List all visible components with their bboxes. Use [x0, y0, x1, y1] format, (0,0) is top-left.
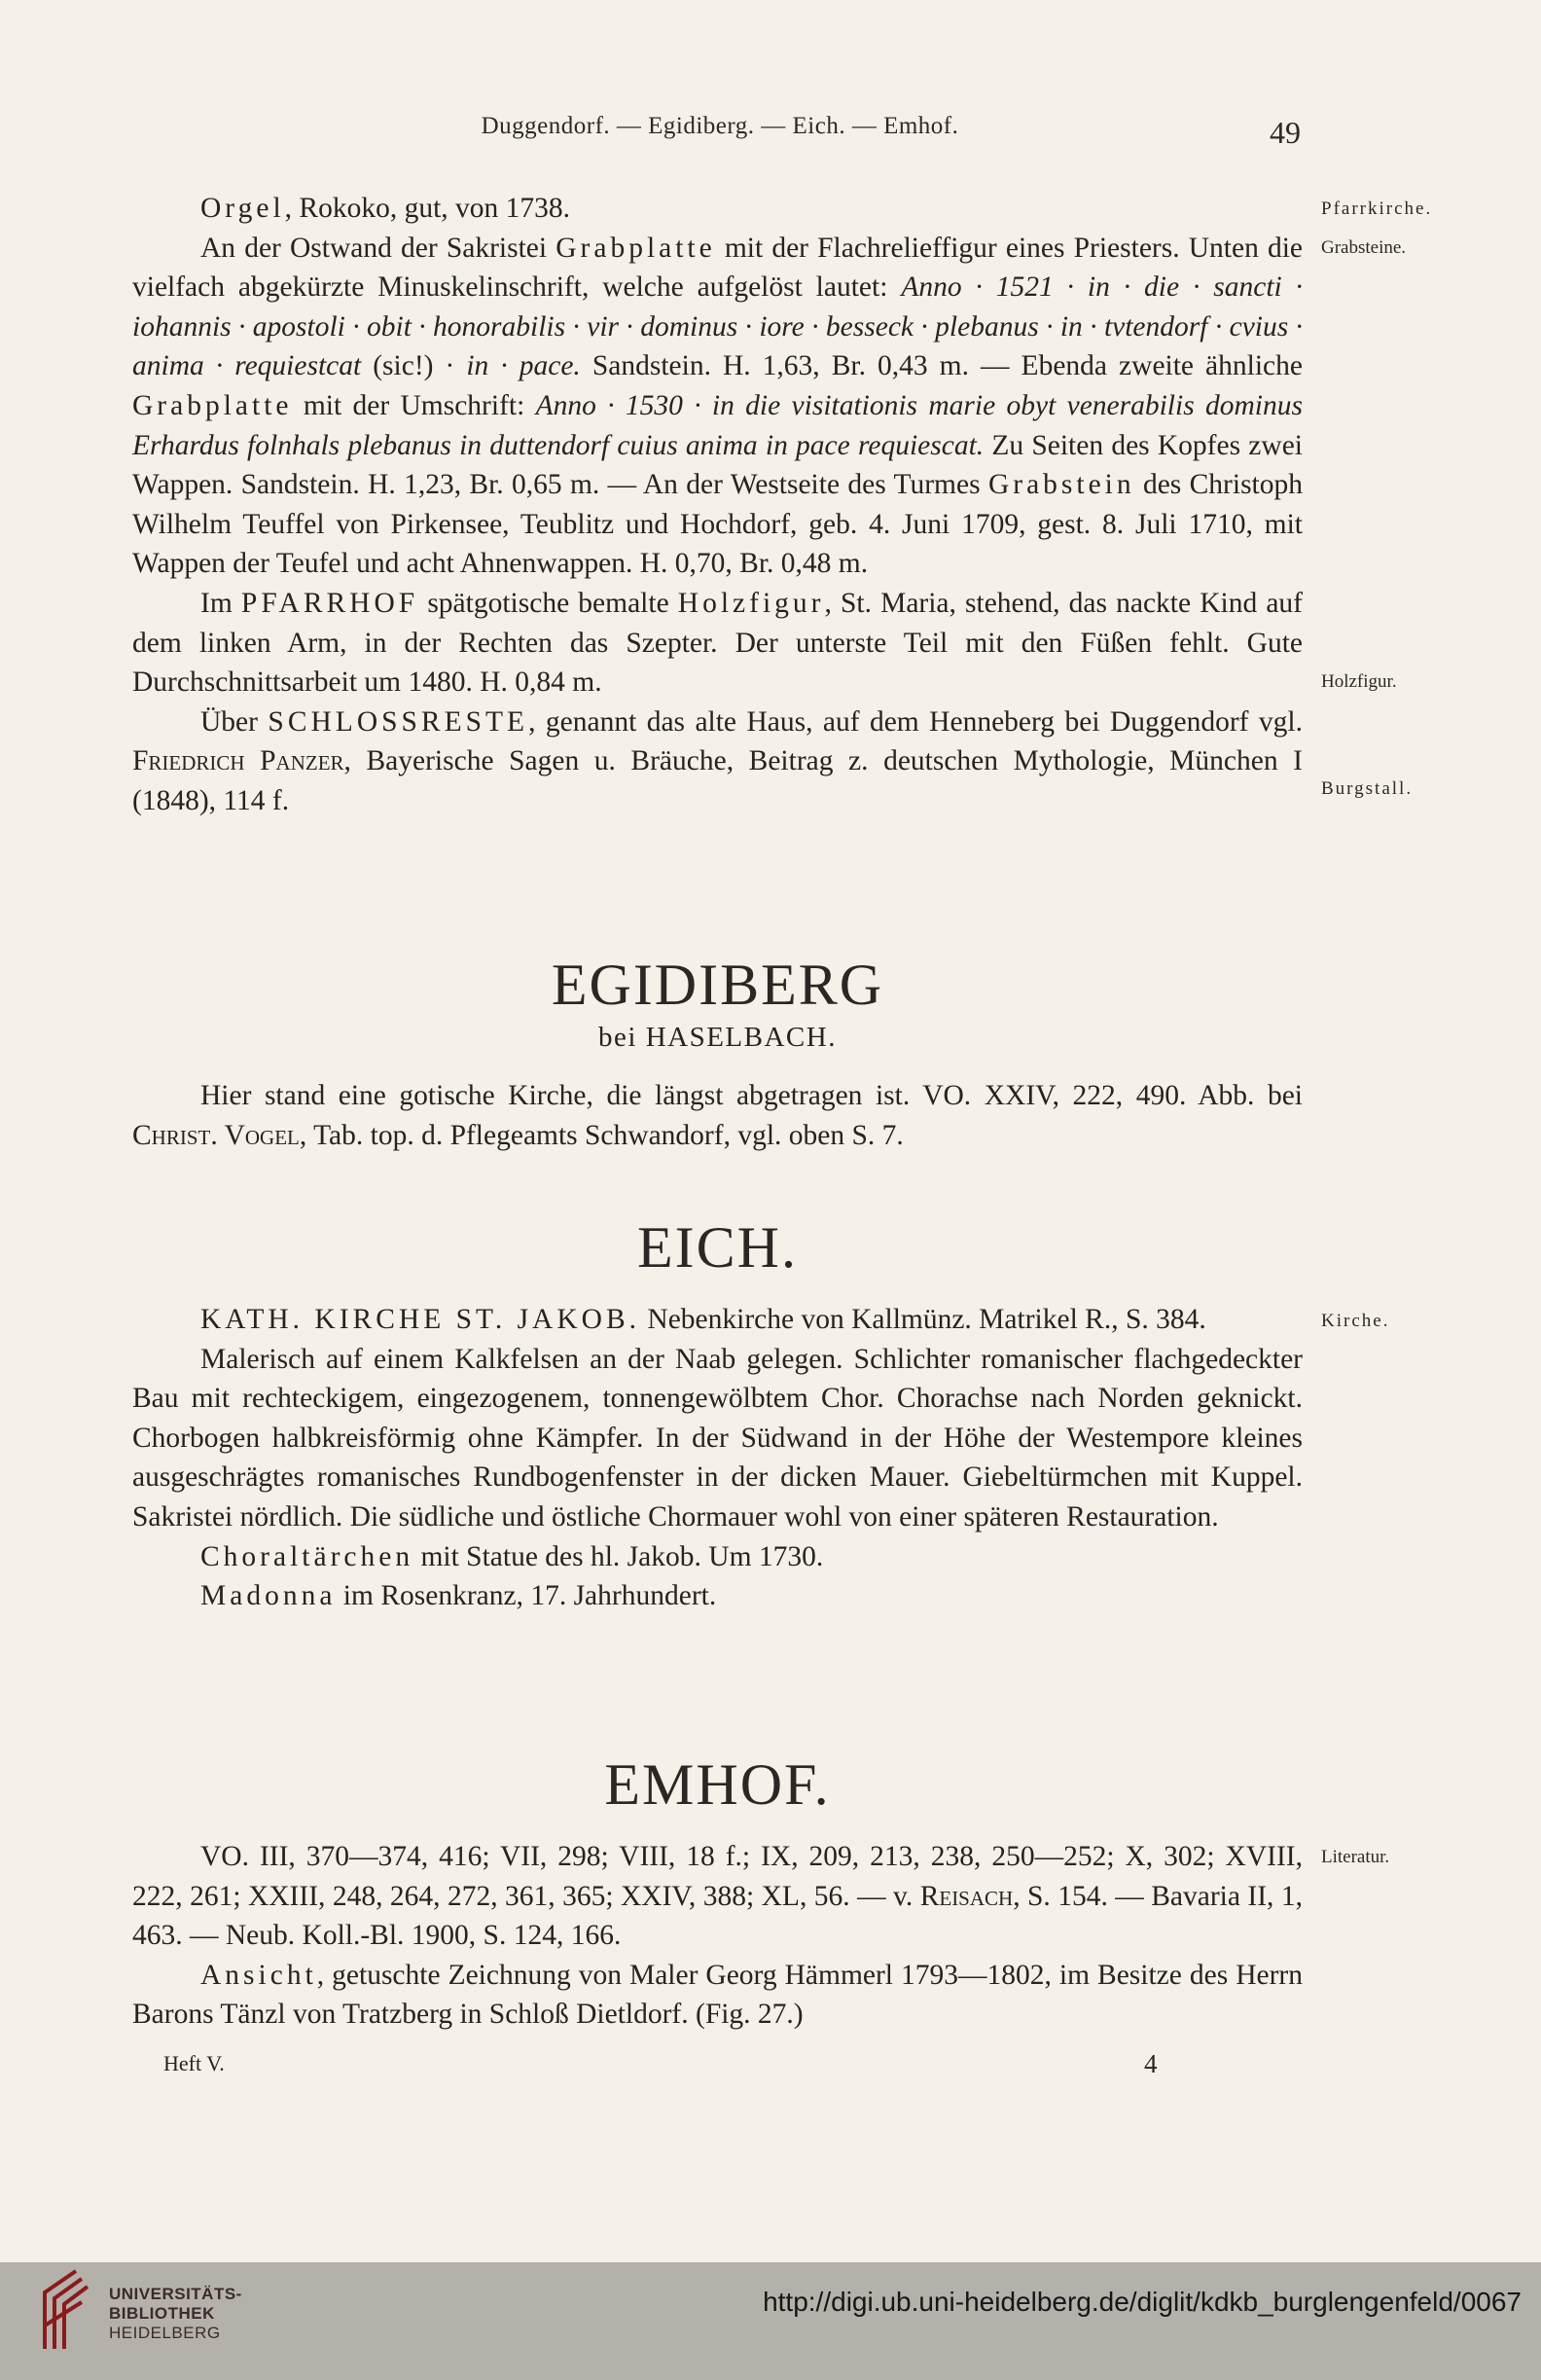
section-title-egidiberg: EGIDIBERG [551, 953, 884, 1017]
section-title-emhof: EMHOF. [604, 1752, 831, 1817]
margin-note-grabsteine: Grabsteine. [1321, 237, 1407, 258]
emhof-text [132, 1837, 1303, 2035]
paragraph-orgel: Orgel, Rokoko, gut, von 1738. [200, 193, 571, 224]
margin-note-burgstall: Burgstall. [1321, 778, 1414, 799]
eich-text [132, 1300, 1303, 1616]
paragraph-literatur: VO. III, 370—374, 416; VII, 298; VIII, 18 f.; IX, 209, 213, 238, 250—252; X, 302; XVIII, 222, 261; XXIII, 248, 264, 272, 361, 365; XXIV, 388; XL, 56. — v. Reisach, S. 154. — Bavaria II, 1, 463. — Neub. Koll.-Bl. 1900, S. 124, 166. [132, 1841, 1304, 1952]
source-url-link[interactable]: http://digi.ub.uni-heidelberg.de/diglit/kdkb_burglengenfeld/0067 [763, 2287, 1522, 2317]
paragraph-beschreibung: Malerisch auf einem Kalkfelsen an der Naab gelegen. Schlichter romanischer flachgedeckter Bau mit rechteckigem, eingezogenem, tonnengewölbtem Chor. Chorachse nach Norden geknickt. Chorbogen halbkreisförmig ohne Kämpfer. In der Südwand in der Höhe der Westempore kleines ausgeschrägtes romanisches Rundbogenfenster in der dicken Mauer. Giebeltürmchen mit Kuppel. Sakristei nördlich. Die südliche und östliche Chormauer wohl von einer späteren Restauration. [132, 1343, 1303, 1533]
library-name: UNIVERSITÄTS- BIBLIOTHEK HEIDELBERG [109, 2285, 242, 2342]
section-subtitle-egidiberg: bei HASELBACH. [598, 1022, 837, 1053]
paragraph-ansicht: Ansicht, getuschte Zeichnung von Maler Georg Hämmerl 1793—1802, im Besitze des Herrn Barons Tänzl von Tratzberg in Schloß Dietldorf. (Fig. 27.) [132, 1959, 1303, 2031]
paragraph-kirche: KATH. KIRCHE ST. JAKOB. Nebenkirche von Kallmünz. Matrikel R., S. 384. [200, 1304, 1206, 1335]
sheet-signature: Heft V. [163, 2051, 225, 2075]
paragraph-egidiberg: Hier stand eine gotische Kirche, die längst abgetragen ist. VO. XXIV, 222, 490. Abb. bei Christ. Vogel, Tab. top. d. Pflegeamts Schwandorf, vgl. oben S. 7. [132, 1080, 1303, 1151]
page-number: 49 [1270, 115, 1301, 150]
egidiberg-text [132, 1076, 1303, 1155]
sheet-number: 4 [1144, 2049, 1158, 2078]
section-title-eich: EICH. [637, 1215, 798, 1280]
paragraph-schlossreste: Über SCHLOSSRESTE, genannt das alte Haus, auf dem Henneberg bei Duggendorf vgl. Friedrich Panzer, Bayerische Sagen u. Bräuche, Beitrag z. deutschen Mythologie, München I (1848), 114 f. [132, 705, 1303, 816]
margin-note-holzfigur: Holzfigur. [1321, 671, 1397, 692]
duggendorf-text [132, 189, 1303, 821]
paragraph-choraltaerchen: Choraltärchen mit Statue des hl. Jakob. Um 1730. [200, 1540, 824, 1572]
paragraph-madonna: Madonna im Rosenkranz, 17. Jahrhundert. [200, 1580, 717, 1612]
university-logo-icon [37, 2267, 90, 2351]
paragraph-pfarrhof: Im PFARRHOF spätgotische bemalte Holzfigur, St. Maria, stehend, das nackte Kind auf dem linken Arm, in der Rechten das Szepter. Der unterste Teil mit den Füßen fehlt. Gute Durchschnittsarbeit um 1480. H. 0,84 m. [132, 587, 1303, 699]
paragraph-grabplatte: An der Ostwand der Sakristei Grabplatte mit der Flachrelieffigur eines Priesters. Unten die vielfach abgekürzte Minuskelinschrift, welche aufgelöst lautet: Anno · 1521 · in · die · sancti · iohannis · apostoli · obit · honorabilis · vir · dominus · iore · besseck · plebanus · in · tvtendorf · cvius · anima · requiestcat (sic!) · in · pace. Sandstein. H. 1,63, Br. 0,43 m. — Ebenda zweite ähnliche Grabplatte mit der Umschrift: Anno · 1530 · in die visitationis marie obyt venerabilis dominus Erhardus folnhals plebanus in duttendorf cuius anima in pace requiescat. Zu Seiten des Kopfes zwei Wappen. Sandstein. H. 1,23, Br. 0,65 m. — An der Westseite des Turmes Grabstein des Christoph Wilhelm Teuffel von Pirkensee, Teublitz und Hochdorf, geb. 4. Juni 1709, gest. 8. Juli 1710, mit Wappen der Teufel und acht Ahnenwappen. H. 0,70, Br. 0,48 m. [132, 232, 1304, 580]
margin-note-pfarrkirche: Pfarrkirche. [1321, 198, 1433, 219]
running-header: Duggendorf. — Egidiberg. — Eich. — Emhof. [481, 113, 959, 139]
margin-note-kirche: Kirche. [1321, 1311, 1390, 1331]
margin-note-literatur: Literatur. [1321, 1847, 1390, 1867]
